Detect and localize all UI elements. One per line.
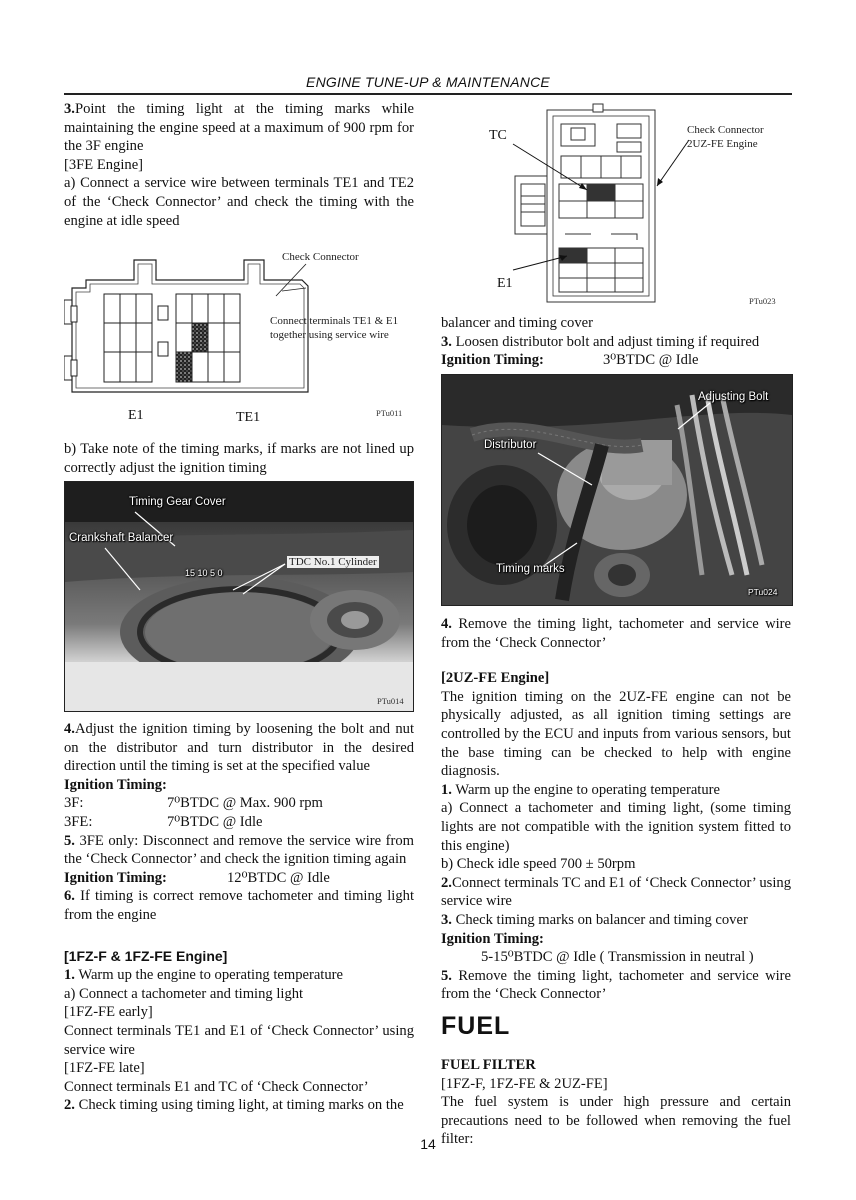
continuation-text: balancer and timing cover — [441, 315, 593, 331]
right-step-3: 3. Loosen distributor bolt and adjust timing if required — [441, 333, 760, 350]
fz-late-heading: [1FZ-FE late] — [64, 1060, 145, 1077]
timing-gear-cover-label: Timing Gear Cover — [129, 496, 226, 508]
fig1-te1-label: TE1 — [236, 410, 261, 425]
ignition-timing-row-2: Ignition Timing: 12⁰BTDC @ Idle — [64, 869, 330, 886]
distributor-photo-drawing — [442, 375, 792, 605]
uz-intro: The ignition timing on the 2UZ-FE engine can not be physically adjusted, as all ignition timing settings are controlled by the ECU and inputs from various sensors, but the base timing can be checked to help with engine diagnosis. — [441, 688, 791, 780]
timing-marks-label: Timing marks — [496, 563, 565, 575]
check-connector-figure — [64, 236, 414, 432]
fz-early-text: Connect terminals TE1 and E1 of ‘Check Connector’ using service wire — [64, 1022, 414, 1058]
header-rule — [64, 93, 792, 95]
row-3fe: 3FE: 7⁰BTDC @ Idle — [64, 813, 263, 830]
step-4: 4.Adjust the ignition timing by loosening the bolt and nut on the distributor and turn distributor in the desired direction until the timing is set at the specified value — [64, 721, 414, 775]
crankshaft-balancer-label: Crankshaft Balancer — [69, 532, 174, 544]
step-a-text: a) Connect a service wire between terminals TE1 and TE2 of the ‘Check Connector’ and check the timing with the engine at idle speed — [64, 175, 414, 229]
fig3-code: PTu023 — [749, 296, 776, 306]
uz-ignition-value: 5-15⁰BTDC @ Idle ( Transmission in neutral ) — [481, 949, 754, 966]
fz-late-text: Connect terminals E1 and TC of ‘Check Connector’ — [64, 1078, 369, 1095]
uz-step-a: a) Connect a tachometer and timing light, (some timing lights are not compatible with the ignition system fitted to this engine) — [441, 800, 791, 854]
distributor-label: Distributor — [484, 439, 537, 451]
uz-ignition-label: Ignition Timing: — [441, 930, 544, 947]
step-5: 5. 3FE only: Disconnect and remove the service wire from the ‘Check Connector’ and check the ignition timing again — [64, 832, 414, 868]
fig3-tc-label: TC — [489, 128, 507, 143]
fig4-code: PTu024 — [748, 587, 778, 597]
fig3-e1-label: E1 — [497, 276, 513, 291]
check-connector-2uz-figure — [441, 100, 791, 312]
fuel-filter-models: [1FZ-F, 1FZ-FE & 2UZ-FE] — [441, 1075, 608, 1092]
right-text-1 — [441, 314, 791, 370]
left-top-text — [64, 100, 414, 230]
fz-engine-heading: [1FZ-F & 1FZ-FE Engine] — [64, 947, 228, 964]
fig3-engine-label: 2UZ-FE Engine — [687, 138, 758, 150]
uz-step-1: 1. Warm up the engine to operating temperature — [441, 781, 720, 798]
fig1-code: PTu011 — [376, 408, 403, 418]
right-step-4: 4. Remove the timing light, tachometer and service wire from the ‘Check Connector’ — [441, 616, 791, 651]
right-ignition-timing: Ignition Timing: 3⁰BTDC @ Idle — [441, 352, 699, 369]
fig1-e1-label: E1 — [128, 408, 144, 423]
fz-step-2: 2. Check timing using timing light, at timing marks on the — [64, 1097, 404, 1114]
uz-step-3: 3. Check timing marks on balancer and timing cover — [441, 911, 748, 928]
ignition-timing-label-1: Ignition Timing: — [64, 776, 167, 793]
timing-marks-photo — [64, 481, 414, 712]
fig1-connector-label: Check Connector — [282, 251, 359, 263]
uz-step-2: 2.Connect terminals TC and E1 of ‘Check Connector’ using service wire — [441, 874, 791, 910]
fuel-filter-body: The fuel system is under high pressure and certain precautions need to be followed when removing the fuel filter: — [441, 1094, 791, 1148]
running-header: ENGINE TUNE-UP & MAINTENANCE — [306, 74, 550, 90]
fig1-note-label: Connect terminals TE1 & E1 together using service wire — [270, 315, 399, 341]
page-number: 14 — [420, 1136, 436, 1152]
timing-scale: 15 10 5 0 — [185, 568, 223, 578]
fuel-section-title: FUEL — [441, 1012, 511, 1040]
fz-step-a: a) Connect a tachometer and timing light — [64, 985, 304, 1002]
distributor-photo — [441, 374, 793, 606]
uz-engine-heading: [2UZ-FE Engine] — [441, 670, 550, 687]
step-b: b) Take note of the timing marks, if marks are not lined up correctly adjust the ignition timing — [64, 441, 414, 476]
uz-step-b: b) Check idle speed 700 ± 50rpm — [441, 856, 636, 873]
adjusting-bolt-label: Adjusting Bolt — [698, 391, 769, 403]
fz-early-heading: [1FZ-FE early] — [64, 1004, 153, 1021]
left-lower-text — [64, 720, 414, 1115]
right-text-2 — [441, 615, 791, 1004]
step-6: 6. If timing is correct remove tachometer and timing light from the engine — [64, 888, 414, 923]
tdc-label: TDC No.1 Cylinder — [289, 556, 377, 568]
step-3: 3.Point the timing light at the timing marks while maintaining the engine speed at a maximum of 900 rpm for the 3F engine — [64, 101, 414, 155]
fz-step-1: 1. Warm up the engine to operating temperature — [64, 967, 343, 984]
timing-photo-drawing — [65, 482, 413, 711]
uz-step-5: 5. Remove the timing light, tachometer and service wire from the ‘Check Connector’ — [441, 967, 791, 1003]
row-3f: 3F: 7⁰BTDC @ Max. 900 rpm — [64, 795, 323, 812]
fuel-filter-heading: FUEL FILTER — [441, 1057, 536, 1073]
fig2-code: PTu014 — [377, 696, 404, 706]
engine-3fe-heading: [3FE Engine] — [64, 156, 144, 173]
fig3-connector-label: Check Connector — [687, 124, 764, 136]
